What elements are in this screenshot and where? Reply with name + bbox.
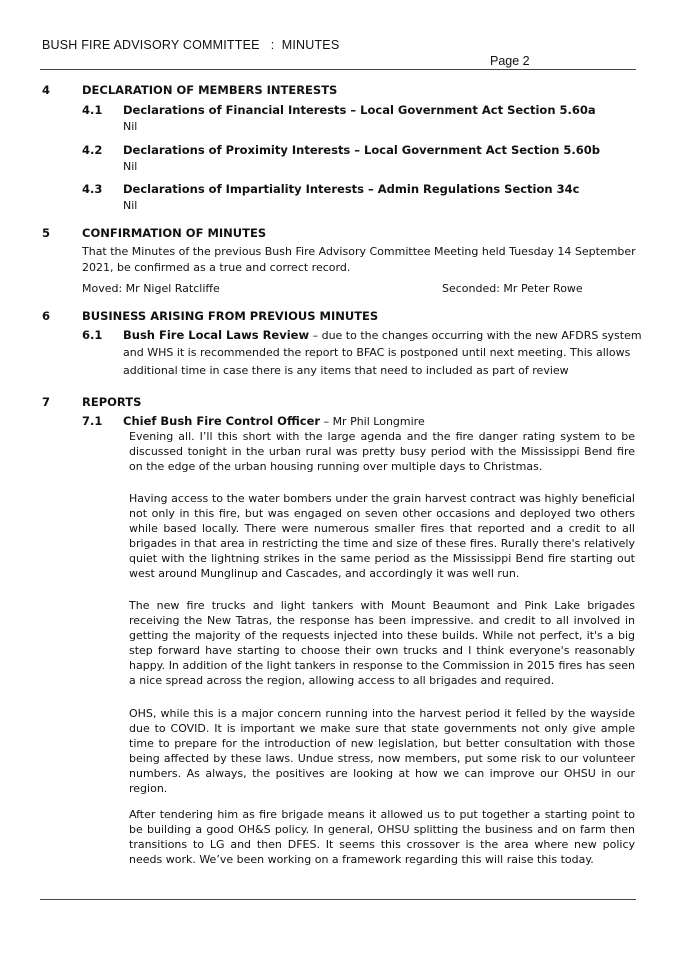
section-5-number: 5 xyxy=(42,226,51,240)
item-4-1-body: Nil xyxy=(123,120,138,133)
item-4-3-title: Declarations of Impartiality Interests – Admin Regulations Section 34c xyxy=(123,182,580,196)
header-divider xyxy=(40,69,636,70)
report-paragraph-2: Having access to the water bombers under the grain harvest contract was highly beneficial not only in this fire, but was engaged on seven other occasions and deployed two others while based locally. There were numerous smaller fires that reported and a credit to all brigades in that area in restricting the time and size of these fires. Rurally there's relatively quiet with the lightning strikes in the same period as the Mississippi Bend fire starting out west around Munglinup and Cascades, and accordingly it was well run. xyxy=(129,492,635,580)
item-4-2-number: 4.2 xyxy=(82,143,103,157)
item-7-1-title: Chief Bush Fire Control Officer xyxy=(123,414,321,428)
section-5-text-line2: 2021, be confirmed as a true and correct record. xyxy=(82,261,351,274)
item-4-3-body: Nil xyxy=(123,199,138,212)
report-paragraph-5: After tendering him as fire brigade means it allowed us to put together a starting point to be building a good OH&S policy. In general, OHSU splitting the business and on farm then transitions to LG and then DFES. It seems this crossover is the area where new policy needs work. We’ve been working on a framework regarding this will raise this today. xyxy=(129,808,635,866)
footer-divider xyxy=(40,899,636,900)
report-paragraph-4: OHS, while this is a major concern running into the harvest period it felled by the wayside due to COVID. It is important we make sure that state governments not only give ample time to prepare for the introduction of new legislation, but better consultation with those being affected by these laws. Undue stress, now members, put some risk to our volunteer numbers. As always, the positives are looking at how we can improve our OHSU in our region. xyxy=(129,707,635,795)
document-header-title: BUSH FIRE ADVISORY COMMITTEE : MINUTES xyxy=(42,38,340,52)
item-6-1-title: Bush Fire Local Laws Review xyxy=(123,328,310,342)
item-6-1-number: 6.1 xyxy=(82,328,103,342)
page-number: Page 2 xyxy=(490,54,530,68)
item-7-1-person: – Mr Phil Longmire xyxy=(320,415,425,428)
seconded-by: Seconded: Mr Peter Rowe xyxy=(442,282,583,295)
item-6-1-line2: and WHS it is recommended the report to BFAC is postponed until next meeting. This allows xyxy=(123,346,631,359)
section-6-number: 6 xyxy=(42,309,51,323)
item-4-1-number: 4.1 xyxy=(82,103,103,117)
item-6-1-line3: additional time in case there is any items that need to included as part of review xyxy=(123,364,569,377)
moved-by: Moved: Mr Nigel Ratcliffe xyxy=(82,282,220,295)
item-4-1-title: Declarations of Financial Interests – Local Government Act Section 5.60a xyxy=(123,103,596,117)
item-4-3-number: 4.3 xyxy=(82,182,103,196)
section-5-text-line1: That the Minutes of the previous Bush Fire Advisory Committee Meeting held Tuesday 14 September xyxy=(82,245,636,258)
section-4-number: 4 xyxy=(42,83,51,97)
report-paragraph-3: The new fire trucks and light tankers with Mount Beaumont and Pink Lake brigades receiving the New Tatras, the response has been impressive. and credit to all involved in getting the majority of the requests injected into these builds. While not perfect, it's a big step forward have starting to choose their own trucks and I think everyone's reasonably happy. In addition of the light tankers in response to the Commission in 2015 fires has seen a nice spread across the region, allowing access to all brigades and required. xyxy=(129,599,635,687)
item-4-2-body: Nil xyxy=(123,160,138,173)
item-7-1-number: 7.1 xyxy=(82,414,103,428)
section-5-title: CONFIRMATION OF MINUTES xyxy=(82,226,267,240)
section-7-title: REPORTS xyxy=(82,395,142,409)
item-6-1-line1 xyxy=(123,327,642,344)
section-7-number: 7 xyxy=(42,395,51,409)
report-paragraph-1: Evening all. I’ll this short with the large agenda and the fire danger rating system to be discussed tonight in the urban rural was pretty busy period with the Mississippi Bend fire on the edge of the urban housing running over multiple days to Christmas. xyxy=(129,430,635,473)
item-4-2-title: Declarations of Proximity Interests – Local Government Act Section 5.60b xyxy=(123,143,601,157)
section-6-title: BUSINESS ARISING FROM PREVIOUS MINUTES xyxy=(82,309,379,323)
item-7-1-heading xyxy=(123,413,425,430)
section-4-title: DECLARATION OF MEMBERS INTERESTS xyxy=(82,83,338,97)
item-6-1-text1: – due to the changes occurring with the new AFDRS system xyxy=(309,329,642,342)
